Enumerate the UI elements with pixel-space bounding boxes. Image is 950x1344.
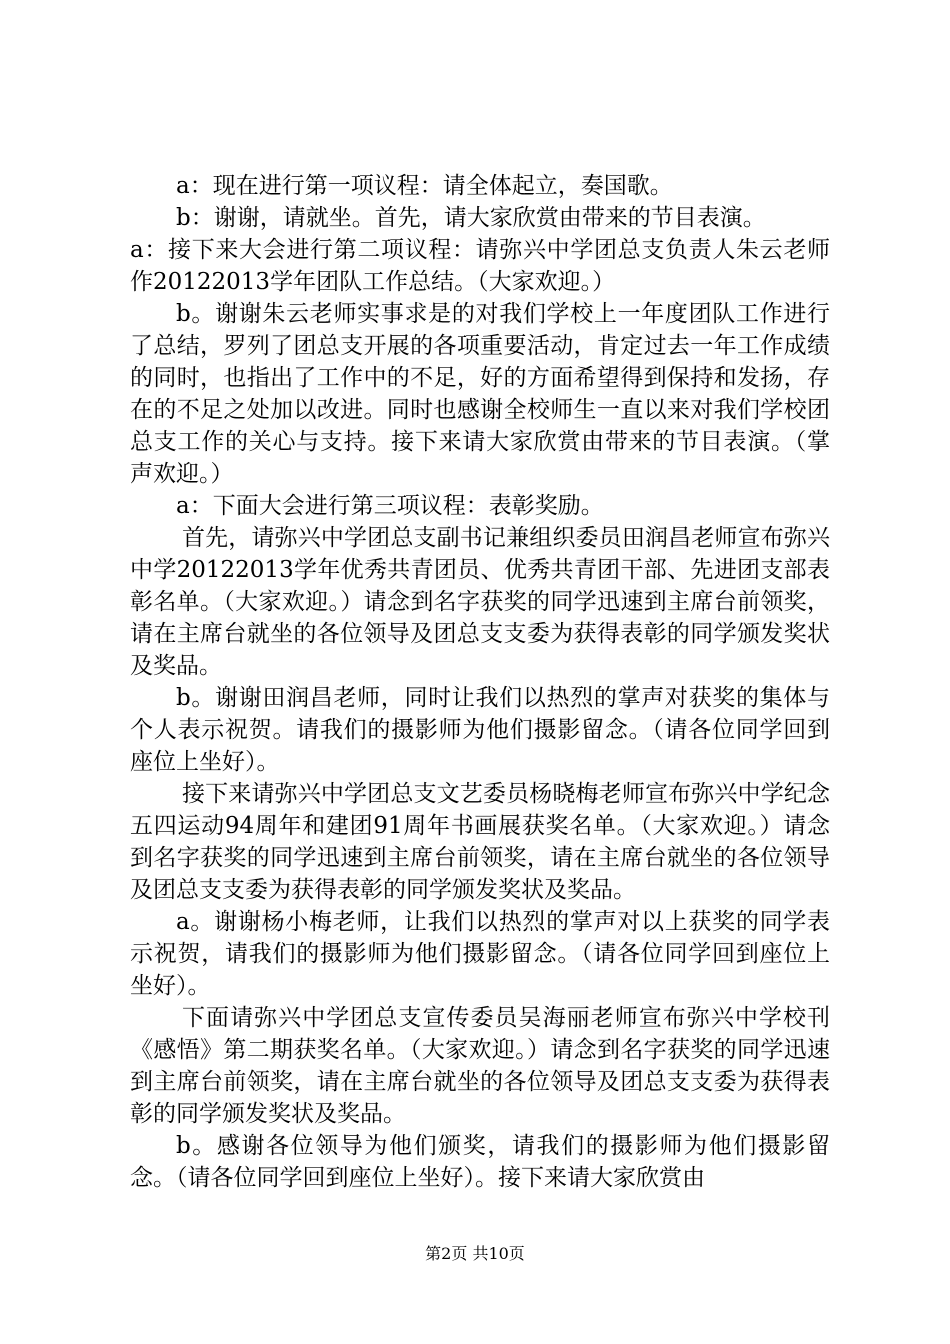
paragraph: a：下面大会进行第三项议程：表彰奖励。 xyxy=(176,493,604,519)
paragraph: a：现在进行第一项议程：请全体起立，奏国歌。 xyxy=(176,173,673,199)
paragraph: b。谢谢田润昌老师，同时让我们以热烈的掌声对获奖的集体与个人表示祝贺。请我们的摄影师为他们摄影留念。（请各位同学回到座位上坐好）。 xyxy=(130,685,830,775)
paragraph: b：谢谢，请就坐。首先，请大家欣赏由带来的节目表演。 xyxy=(176,205,766,231)
paragraph: 首先，请弥兴中学团总支副书记兼组织委员田润昌老师宣布弥兴中学20122013学年优秀共青团员、优秀共青团干部、先进团支部表彰名单。（大家欢迎。）请念到名字获奖的同学迅速到主席台前领奖，请在主席台就坐的各位领导及团总支支委为获得表彰的同学颁发奖状及奖品。 xyxy=(130,525,830,679)
paragraph: a：接下来大会进行第二项议程：请弥兴中学团总支负责人朱云老师作20122013学年团队工作总结。（大家欢迎。） xyxy=(130,237,830,295)
paragraph: b。谢谢朱云老师实事求是的对我们学校上一年度团队工作进行了总结，罗列了团总支开展的各项重要活动，肯定过去一年工作成绩的同时，也指出了工作中的不足，好的方面希望得到保持和发扬，存在的不足之处加以改进。同时也感谢全校师生一直以来对我们学校团总支工作的关心与支持。接下来请大家欣赏由带来的节目表演。（掌声欢迎。） xyxy=(130,301,830,487)
paragraph: b。感谢各位领导为他们颁奖，请我们的摄影师为他们摄影留念。（请各位同学回到座位上坐好）。接下来请大家欣赏由 xyxy=(130,1133,830,1191)
paragraph: 下面请弥兴中学团总支宣传委员吴海丽老师宣布弥兴中学校刊《感悟》第二期获奖名单。（大家欢迎。）请念到名字获奖的同学迅速到主席台前领奖，请在主席台就坐的各位领导及团总支支委为获得表彰的同学颁发奖状及奖品。 xyxy=(130,1005,830,1127)
paragraph: 接下来请弥兴中学团总支文艺委员杨晓梅老师宣布弥兴中学纪念五四运动94周年和建团91周年书画展获奖名单。（大家欢迎。）请念到名字获奖的同学迅速到主席台前领奖，请在主席台就坐的各位领导及团总支支委为获得表彰的同学颁发奖状及奖品。 xyxy=(130,781,830,903)
paragraph: a。谢谢杨小梅老师，让我们以热烈的掌声对以上获奖的同学表示祝贺，请我们的摄影师为他们摄影留念。（请各位同学回到座位上坐好）。 xyxy=(130,909,830,999)
document-body xyxy=(130,170,830,1194)
page-number-footer: 第2页 共10页 xyxy=(425,1244,525,1263)
